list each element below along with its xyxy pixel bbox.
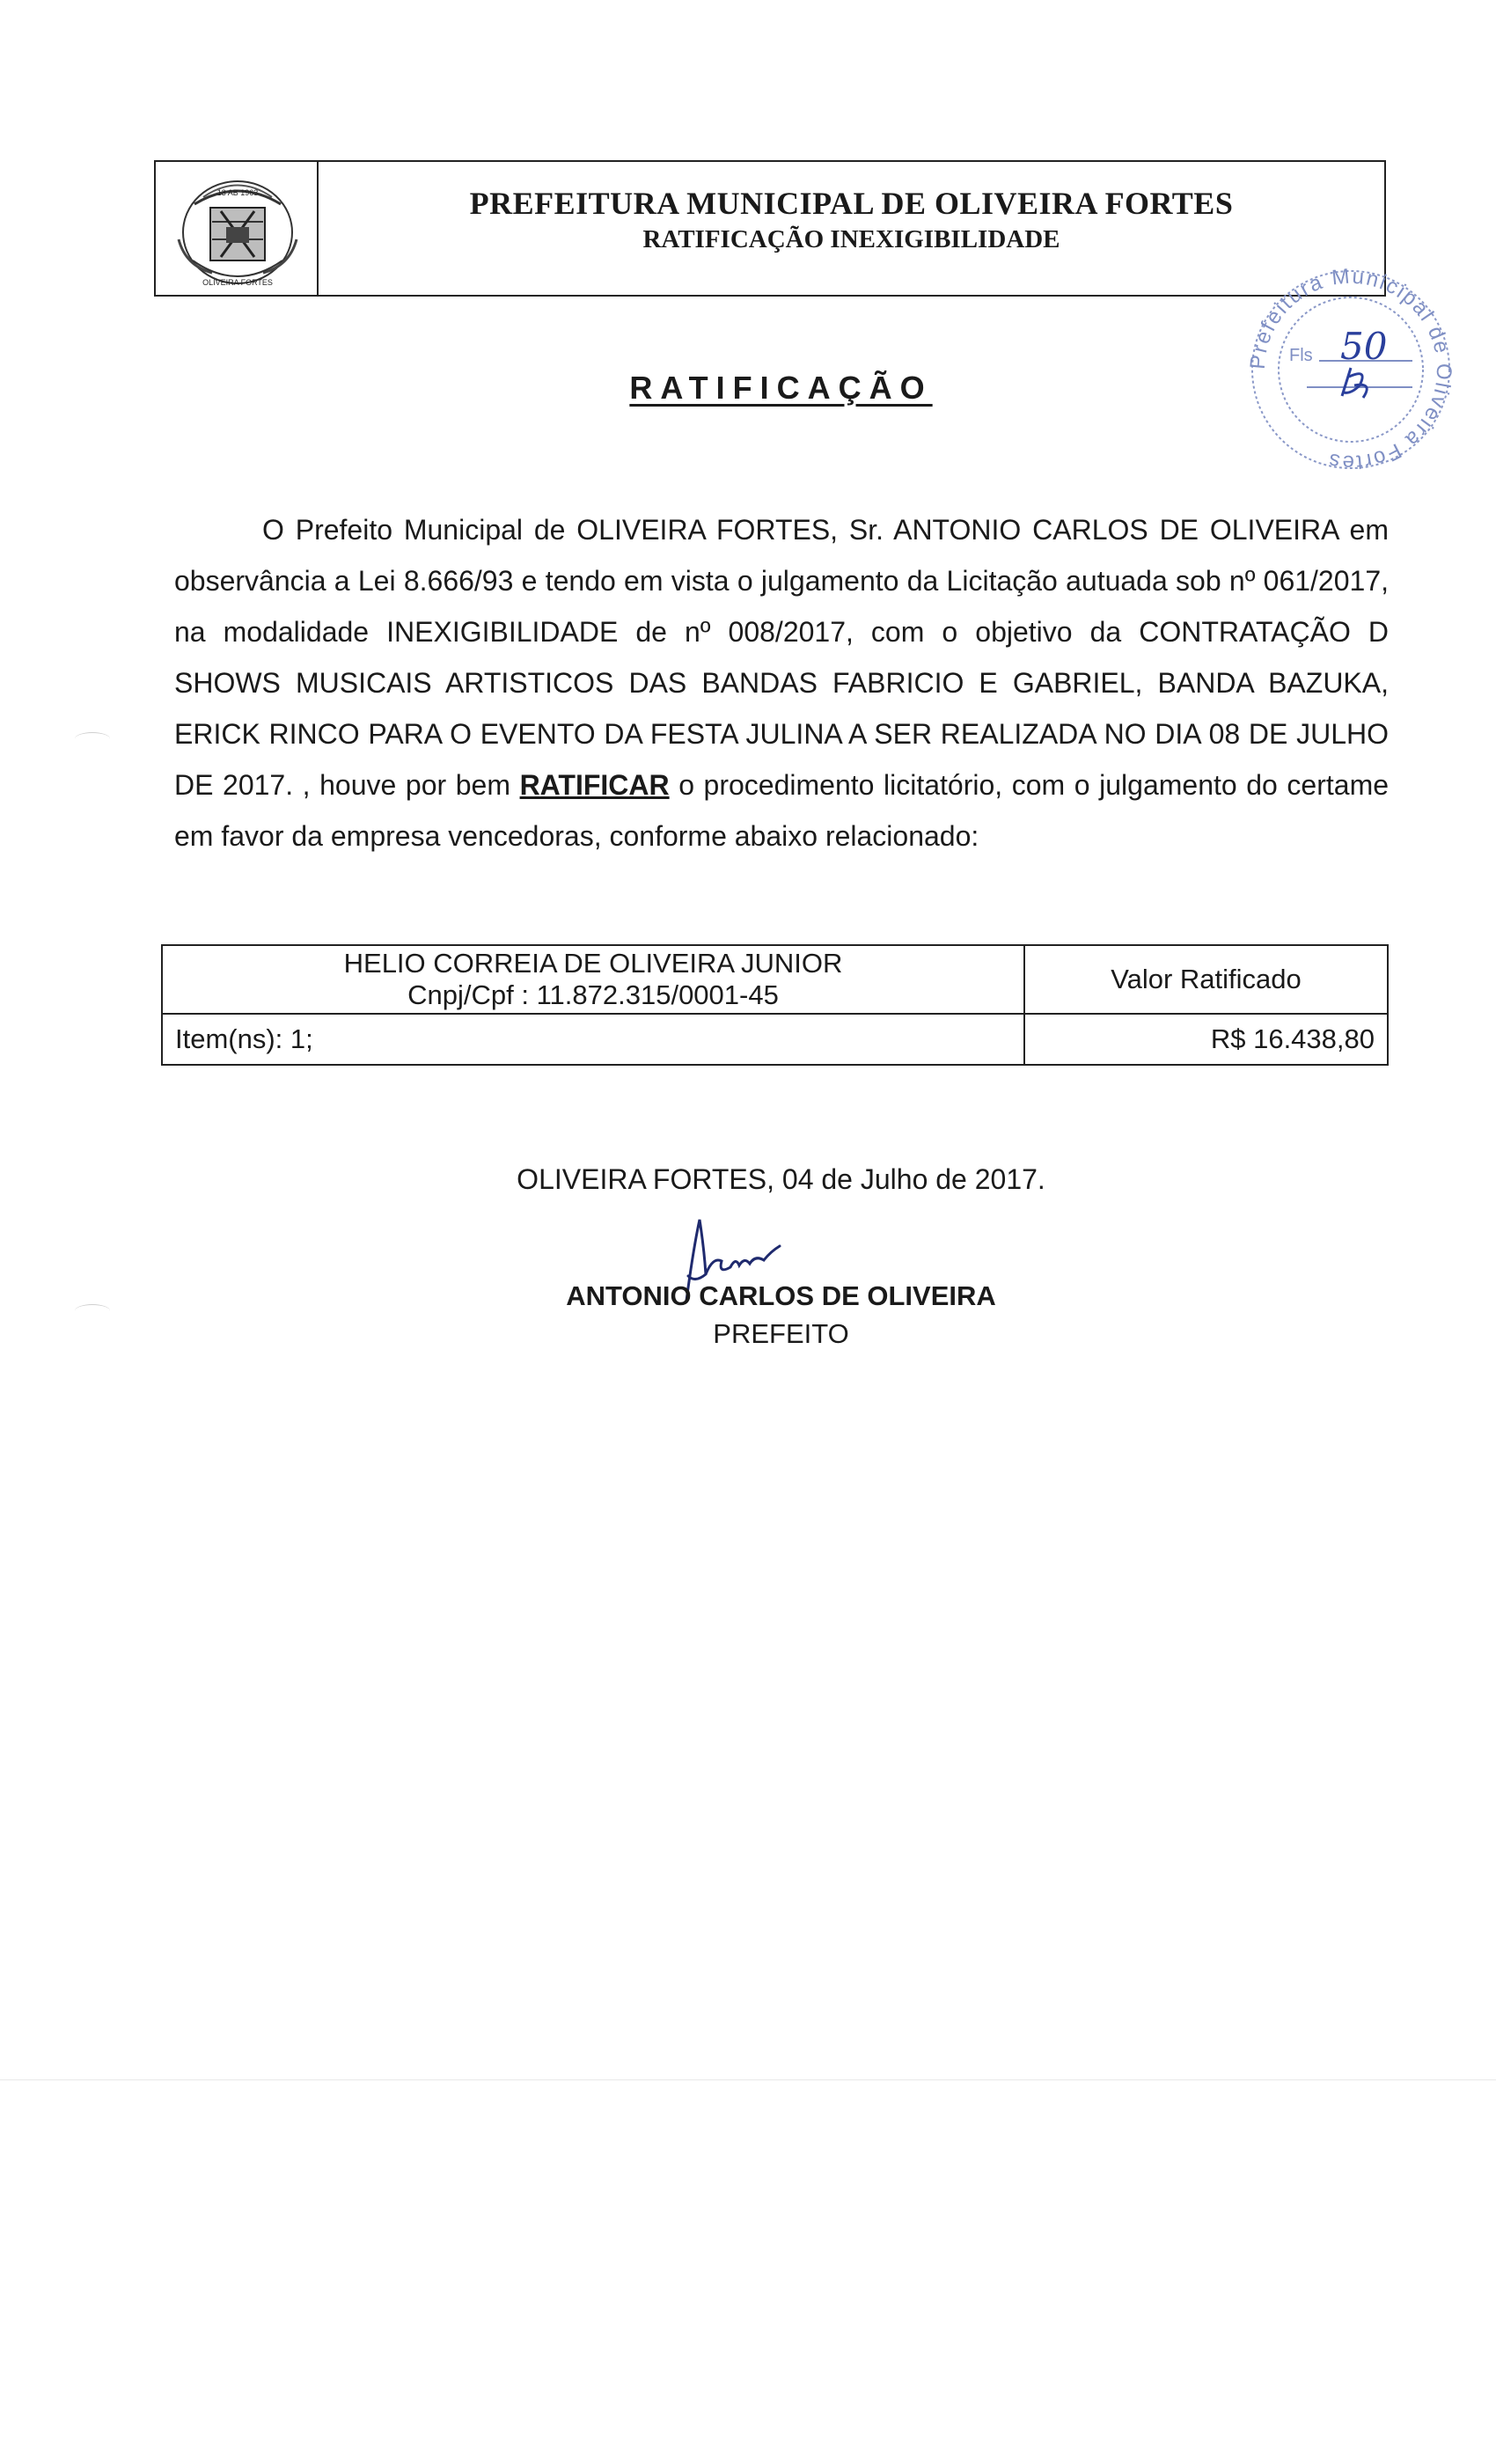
- municipality-title: PREFEITURA MUNICIPAL DE OLIVEIRA FORTES: [469, 186, 1234, 221]
- table-row: [162, 945, 1388, 1014]
- municipal-crest-icon: [168, 169, 307, 292]
- items-cell: Item(ns): 1;: [162, 1014, 1024, 1065]
- scan-edge-mark: [75, 1304, 110, 1317]
- ratification-paragraph: [174, 504, 1389, 862]
- document-heading: RATIFICAÇÃO: [629, 370, 933, 406]
- scan-fold-line: [0, 2079, 1496, 2080]
- letterhead: [154, 160, 1386, 297]
- svg-text:13 AB 1963: 13 AB 1963: [216, 188, 259, 197]
- ratify-emphasis: RATIFICAR: [519, 769, 670, 801]
- vendor-name: HELIO CORREIA DE OLIVEIRA JUNIOR: [343, 948, 843, 979]
- crest-cell: [156, 162, 319, 295]
- signer-name: ANTONIO CARLOS DE OLIVEIRA: [566, 1280, 996, 1311]
- document-type-subtitle: RATIFICAÇÃO INEXIGIBILIDADE: [642, 225, 1060, 253]
- svg-text:50: 50: [1340, 325, 1388, 368]
- paragraph-text-part2: o procedimento licitatório, com o julgamento do certame em favor da empresa vencedoras, conforme abaixo relacionado:: [174, 769, 1390, 852]
- signer-role: PREFEITO: [713, 1318, 849, 1349]
- value-header: Valor Ratificado: [1024, 945, 1388, 1014]
- place-date: OLIVEIRA FORTES, 04 de Julho de 2017.: [517, 1163, 1045, 1195]
- paragraph-text-part1: O Prefeito Municipal de OLIVEIRA FORTES, Sr. ANTONIO CARLOS DE OLIVEIRA em observância a Lei 8.666/93 e tendo em vista o julgamento da Licitação autuada sob nº 061/2017, na modalidade INEXIGIBILIDADE de nº 008/2017, com o objetivo da CONTRATAÇÃO D SHOWS MUSICAIS ARTISTICOS DAS BANDAS FABRICIO E GABRIEL, BANDA BAZUKA, ERICK RINCO PARA O EVENTO DA FESTA JULINA A SER REALIZADA NO DIA 08 DE JULHO DE 2017. , houve por bem: [174, 514, 1389, 801]
- svg-text:OLIVEIRA FORTES: OLIVEIRA FORTES: [202, 278, 273, 287]
- vendor-cell: [162, 945, 1024, 1014]
- ratification-table: [161, 944, 1389, 1066]
- letterhead-titles: [319, 185, 1384, 254]
- svg-text:Prefeitura Municipal de Olivei: Prefeitura Municipal de Oliveira Fortes: [1245, 264, 1456, 475]
- table-row: [162, 1014, 1388, 1065]
- svg-text:Fls: Fls: [1289, 346, 1313, 365]
- vendor-document: Cnpj/Cpf : 11.872.315/0001-45: [407, 979, 779, 1010]
- amount-cell: R$ 16.438,80: [1024, 1014, 1388, 1065]
- scan-edge-mark: [75, 732, 110, 745]
